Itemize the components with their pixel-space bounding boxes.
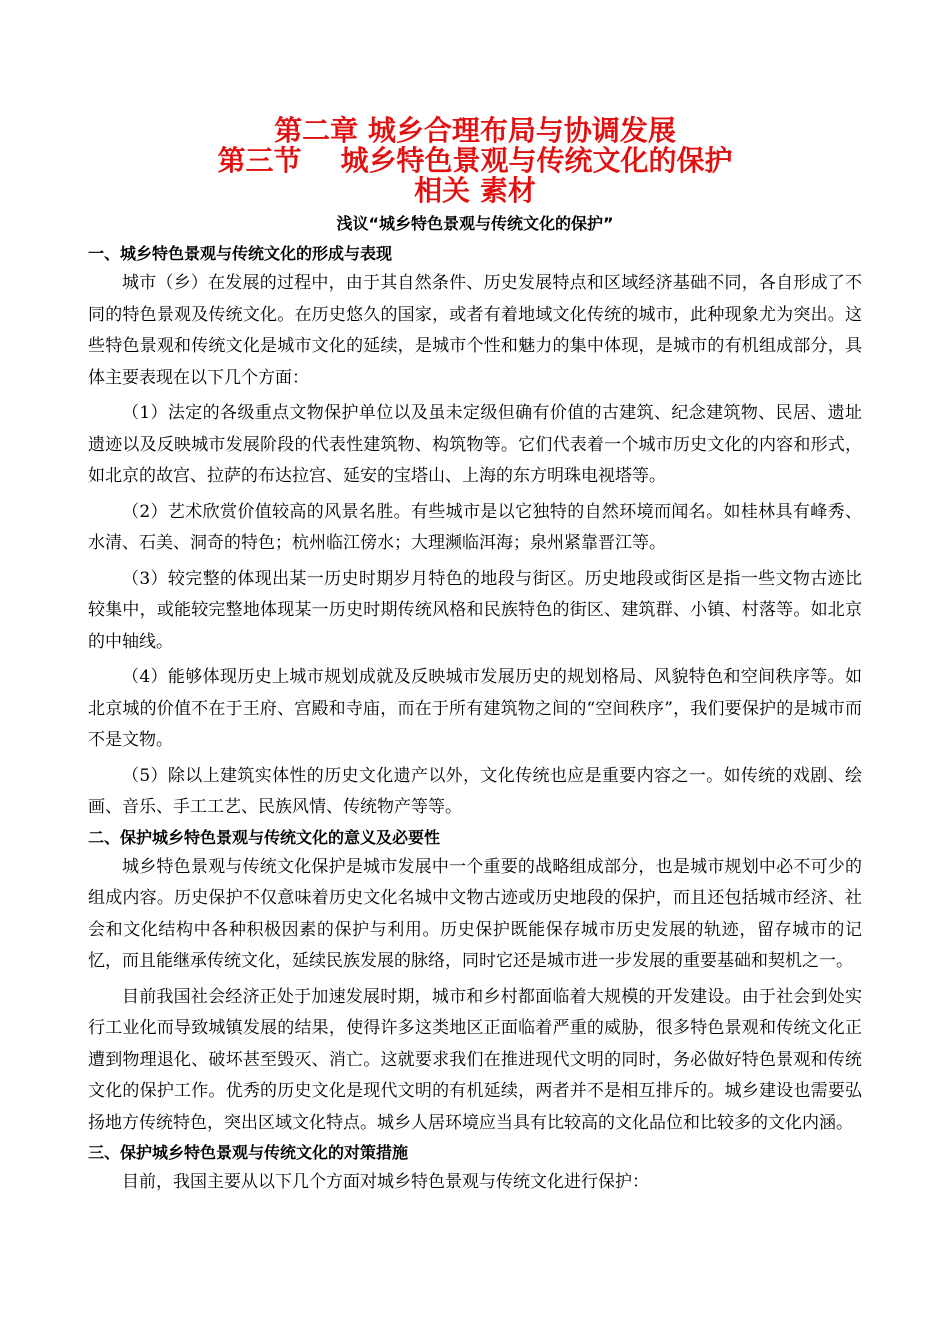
document-page [88, 116, 862, 1199]
section-heading: 一、城乡特色景观与传统文化的形成与表现 [88, 244, 393, 263]
paragraph: 城乡特色景观与传统文化保护是城市发展中一个重要的战略组成部分，也是城市规划中必不可少的组成内容。历史保护不仅意味着历史文化名城中文物古迹或历史地段的保护，而且还包括城市经济、社会和文化结构中各种积极因素的保护与利用。历史保护既能保存城市历史发展的轨迹，留存城市的记忆，而且能继承传统文化，延续民族发展的脉络，同时它还是城市进一步发展的重要基础和契机之一。 [88, 856, 862, 971]
section-3 [88, 1139, 862, 1199]
paragraph: （5）除以上建筑实体性的历史文化遗产以外，文化传统也应是重要内容之一。如传统的戏剧、绘画、音乐、手工工艺、民族风情、传统物产等等。 [88, 765, 862, 817]
section-heading: 二、保护城乡特色景观与传统文化的意义及必要性 [88, 827, 441, 847]
article-title: 浅议“城乡特色景观与传统文化的保护” [336, 214, 614, 233]
paragraph: （2）艺术欣赏价值较高的风景名胜。有些城市是以它独特的自然环境而闻名。如桂林具有峰秀、水清、石美、洞奇的特色；杭州临江傍水；大理濒临洱海；泉州紧靠晋江等。 [88, 501, 862, 553]
paragraph: （3）较完整的体现出某一历史时期岁月特色的地段与街区。历史地段或街区是指一些文物古迹比较集中，或能较完整地体现某一历史时期传统风格和民族特色的街区、建筑群、小镇、村落等。如北京的中轴线。 [88, 568, 862, 652]
paragraph: 城市（乡）在发展的过程中，由于其自然条件、历史发展特点和区域经济基础不同，各自形成了不同的特色景观及传统文化。在历史悠久的国家，或者有着地域文化传统的城市，此种现象尤为突出。这些特色景观和传统文化是城市文化的延续，是城市个性和魅力的集中体现，是城市的有机组成部分，具体主要表现在以下几个方面： [88, 273, 862, 388]
material-title: 相关 素材 [414, 174, 536, 207]
chapter-title: 第二章 城乡合理布局与协调发展 [274, 114, 676, 147]
title-block [88, 116, 862, 206]
section-2 [88, 824, 862, 1140]
section-title: 第三节 城乡特色景观与传统文化的保护 [217, 144, 733, 177]
section-heading: 三、保护城乡特色景观与传统文化的对策措施 [88, 1143, 409, 1162]
paragraph: （1）法定的各级重点文物保护单位以及虽未定级但确有价值的古建筑、纪念建筑物、民居、遗址遗迹以及反映城市发展阶段的代表性建筑物、构筑物等。它们代表着一个城市历史文化的内容和形式，如北京的故宫、拉萨的布达拉宫、延安的宝塔山、上海的东方明珠电视塔等。 [88, 403, 862, 486]
paragraph: 目前，我国主要从以下几个方面对城乡特色景观与传统文化进行保护： [122, 1172, 649, 1192]
paragraph: 目前我国社会经济正处于加速发展时期，城市和乡村都面临着大规模的开发建设。由于社会到处实行工业化而导致城镇发展的结果，使得许多这类地区正面临着严重的威胁，很多特色景观和传统文化正遭到物理退化、破坏甚至毁灭、消亡。这就要求我们在推进现代文明的同时，务必做好特色景观和传统文化的保护工作。优秀的历史文化是现代文明的有机延续，两者并不是相互排斥的。城乡建设也需要弘扬地方传统特色，突出区域文化特点。城乡人居环境应当具有比较高的文化品位和比较多的文化内涵。 [88, 986, 862, 1133]
paragraph: （4）能够体现历史上城市规划成就及反映城市发展历史的规划格局、风貌特色和空间秩序等。如北京城的价值不在于王府、宫殿和寺庙，而在于所有建筑物之间的“空间秩序”，我们要保护的是城市而不是文物。 [88, 667, 862, 750]
section-1 [88, 240, 862, 824]
